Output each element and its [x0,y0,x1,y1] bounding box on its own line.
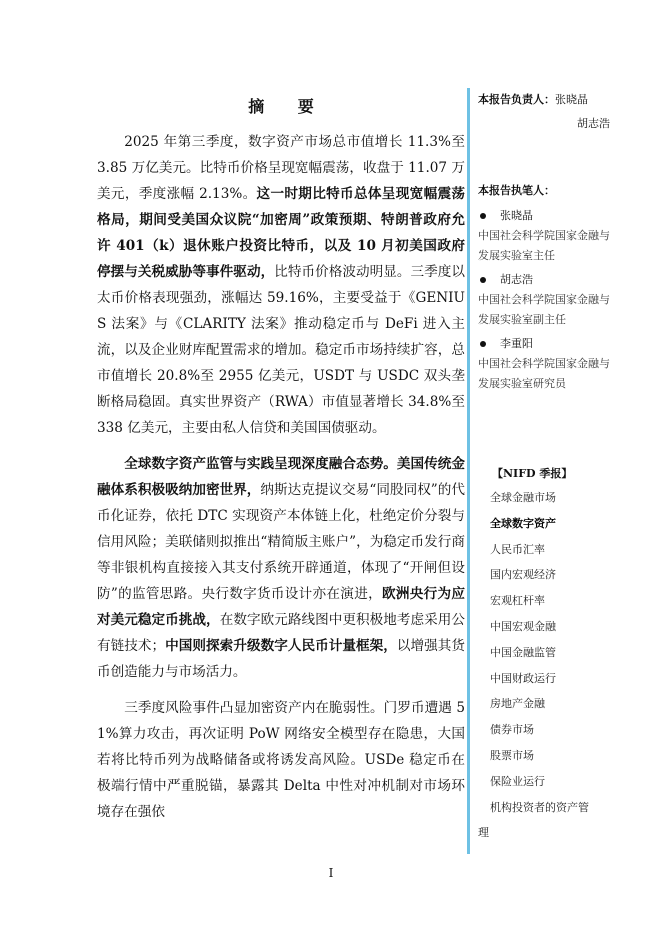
nifd-item[interactable]: 全球数字资产 [490,516,556,530]
nifd-series-list [478,463,628,846]
abstract-title: 摘 要 [248,97,328,116]
author-role: 中国社会科学院国家金融与发展实验室研究员 [478,357,610,390]
body-text: 纳斯达克提议交易“同股同权”的代币化证券，依托 DTC 实现资产本体链上化，杜绝定价分裂与信用风险；美联储则拟推出“精简版主账户”，为稳定币发行商等非银机构直接接入其支付系统开辟通道，体现了“开闸但设防”的监管思路。央行数字货币设计亦在演进， [97,482,465,602]
body-text: 在数字欧元路线图中更积极地考虑采用公有链技术； [97,612,466,654]
emphasis-text: 这一时期比特币总体呈现宽幅震荡格局，期间受美国众议院“加密周”政策预期、特朗普政府允许 401（k）退休账户投资比特币，以及 10 月初美国政府停摆与关税威胁等事件驱动， [97,186,466,280]
author-name-text: 张晓晶 [500,209,533,222]
author-role: 中国社会科学院国家金融与发展实验室副主任 [478,293,610,326]
nifd-item[interactable]: 中国财政运行 [490,671,556,685]
body-text: 三季度风险事件凸显加密资产内在脆弱性。门罗币遭遇 51%算力攻击，再次证明 PoW 网络安全模型存在隐患，大国若将比特币列为战略储备或将诱发高风险。USDe 稳定币在极端行情中严重脱锚，暴露其 Delta 中性对冲机制对市场环境存在强依 [97,700,465,820]
sidebar-authors [478,88,618,394]
author-name [478,334,618,354]
nifd-item-wrap: 理 [478,826,489,840]
responsible-name-1: 张晓晶 [555,93,588,106]
nifd-item[interactable]: 机构投资者的资产管 [490,800,589,814]
author-name-text: 胡志浩 [500,273,533,286]
nifd-item[interactable]: 房地产金融 [490,697,545,711]
nifd-item[interactable]: 人民币汇率 [490,542,545,556]
authors-list [478,206,618,394]
nifd-item[interactable]: 中国宏观金融 [490,619,556,633]
nifd-item[interactable]: 债券市场 [490,723,534,737]
body-text: 2025 年第三季度，数字资产市场总市值增长 11.3%至 3.85 万亿美元。比特币价格呈现宽幅震荡，收盘于 11.07 万美元，季度涨幅 2.13%。 [97,134,465,202]
emphasis-text: 欧洲央行为应对美元稳定币挑战， [97,586,466,628]
body-text: 以增强其货币创造能力与市场活力。 [97,638,466,680]
body-text: 比特币价格波动明显。三季度以太币价格表现强劲，涨幅达 59.16%，主要受益于《GENIUS 法案》与《CLARITY 法案》推动稳定币与 DeFi 进入主流，以及企业财库配置需求的增加。稳定币市场持续扩容，总市值增长 20.8%至 2955 亿美元，USDT 与 USDC 双头垄断格局稳固。真实世界资产（RWA）市值显著增长 34.8%至 338 亿美元，主要由私人信贷和美国国债驱动。 [97,264,465,436]
author-name-text: 李重阳 [500,337,533,350]
author-role: 中国社会科学院国家金融与发展实验室主任 [478,229,610,262]
nifd-item[interactable]: 宏观杠杆率 [490,594,545,608]
emphasis-text: 中国则探索升级数字人民币计量框架， [165,638,397,654]
abstract-paragraph [97,129,465,441]
author-name [478,270,618,290]
author-name [478,206,618,226]
column-divider [467,88,470,854]
bullet-icon [480,341,486,347]
nifd-item[interactable]: 股票市场 [490,748,534,762]
abstract-paragraph [97,451,465,685]
abstract-body [97,129,465,825]
abstract-paragraph [97,695,465,825]
nifd-item[interactable]: 中国金融监管 [490,645,556,659]
bullet-icon [480,213,486,219]
emphasis-text: 全球数字资产监管与实践呈现深度融合态势。美国传统金融体系积极吸纳加密世界， [97,456,465,498]
nifd-item[interactable]: 国内宏观经济 [490,568,556,582]
nifd-item[interactable]: 全球金融市场 [490,491,556,504]
authors-label: 本报告执笔人： [478,184,555,197]
nifd-title: 【NIFD 季报】 [492,467,573,480]
abstract-section [97,92,465,835]
responsible-name-2: 胡志浩 [577,117,610,130]
bullet-icon [480,277,486,283]
nifd-item[interactable]: 保险业运行 [490,774,545,788]
responsible-label: 本报告负责人： [478,93,555,106]
page-number: I [328,866,334,880]
